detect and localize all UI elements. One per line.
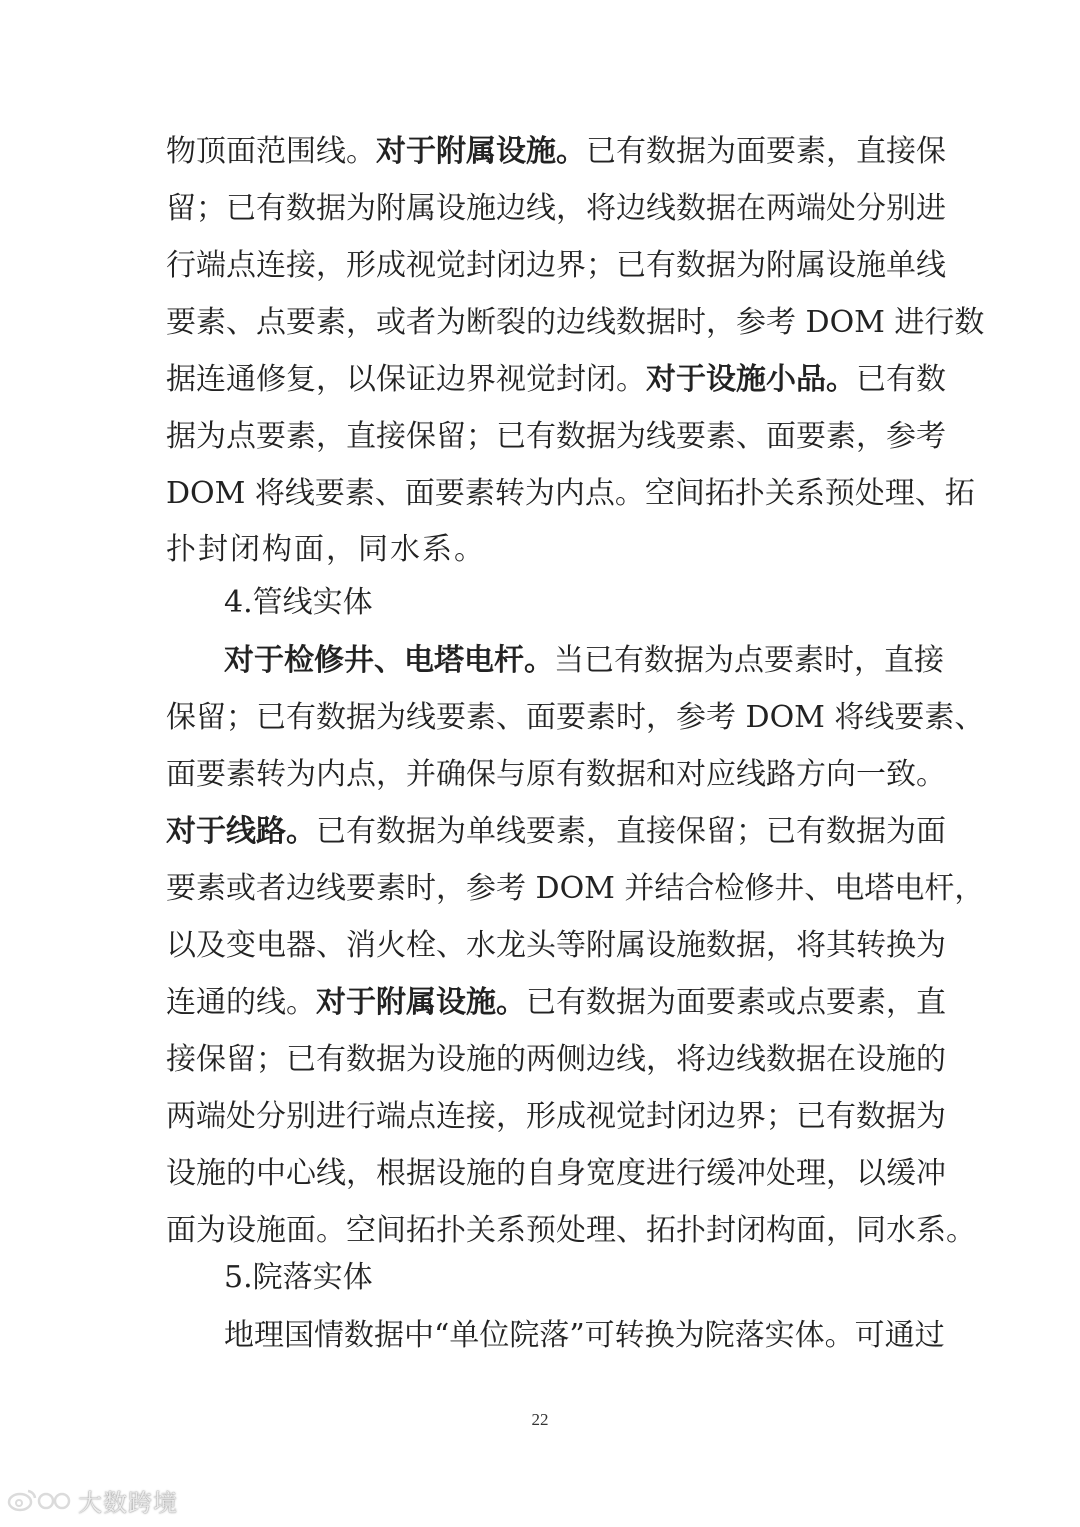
body-line-22: 地理国情数据中“单位院落”可转换为院落实体。可通过 [224, 1318, 945, 1353]
body-line-20: 面为设施面。空间拓扑关系预处理、拓扑封闭构面，同水系。 [166, 1213, 976, 1248]
watermark-text: 大数跨境 [78, 1488, 178, 1517]
section-heading-5: 5.院落实体 [224, 1260, 373, 1295]
body-line-12: 面要素转为内点，并确保与原有数据和对应线路方向一致。 [166, 757, 946, 792]
bold-run: 对于附属设施。 [376, 134, 586, 169]
body-line-16 [166, 975, 946, 1031]
bold-run: 对于线路。 [166, 814, 316, 849]
body-line-8: 扑封闭构面，同水系。 [166, 532, 486, 567]
body-line-15: 以及变电器、消火栓、水龙头等附属设施数据，将其转换为 [166, 928, 946, 963]
body-line-5 [166, 352, 946, 408]
body-line-7: DOM 将线要素、面要素转为内点。空间拓扑关系预处理、拓 [166, 476, 975, 511]
weibo-logo-icon [6, 1485, 72, 1515]
text-run: 已有数据为面要素或点要素，直 [526, 985, 946, 1020]
watermark [6, 1482, 178, 1518]
text-run: 物顶面范围线。 [166, 134, 376, 169]
text-run: 据连通修复，以保证边界视觉封闭。 [166, 362, 646, 397]
text-run: 已有数据为单线要素，直接保留；已有数据为面 [316, 814, 946, 849]
text-run: 当已有数据为点要素时，直接 [554, 643, 944, 678]
body-line-14: 要素或者边线要素时，参考 DOM 并结合检修井、电塔电杆， [166, 871, 985, 906]
body-line-18: 两端处分别进行端点连接，形成视觉封闭边界；已有数据为 [166, 1099, 946, 1134]
body-line-6: 据为点要素，直接保留；已有数据为线要素、面要素，参考 [166, 419, 946, 454]
body-line-3: 行端点连接，形成视觉封闭边界；已有数据为附属设施单线 [166, 248, 946, 283]
section-heading-4: 4.管线实体 [224, 585, 373, 620]
body-line-11: 保留；已有数据为线要素、面要素时，参考 DOM 将线要素、 [166, 700, 985, 735]
body-line-10 [224, 633, 944, 689]
bold-run: 对于附属设施。 [316, 985, 526, 1020]
page-number: 22 [531, 1410, 549, 1429]
body-line-19: 设施的中心线，根据设施的自身宽度进行缓冲处理，以缓冲 [166, 1156, 946, 1191]
text-run: 连通的线。 [166, 985, 316, 1020]
bold-run: 对于检修井、电塔电杆。 [224, 643, 554, 678]
body-line-17: 接保留；已有数据为设施的两侧边线，将边线数据在设施的 [166, 1042, 946, 1077]
body-line-4: 要素、点要素，或者为断裂的边线数据时，参考 DOM 进行数 [166, 305, 985, 340]
bold-run: 对于设施小品。 [646, 362, 856, 397]
body-line-13 [166, 804, 946, 860]
body-line-2: 留；已有数据为附属设施边线，将边线数据在两端处分别进 [166, 191, 946, 226]
body-line-1 [166, 124, 946, 180]
text-run: 已有数据为面要素，直接保 [586, 134, 946, 169]
text-run: 已有数 [856, 362, 946, 397]
